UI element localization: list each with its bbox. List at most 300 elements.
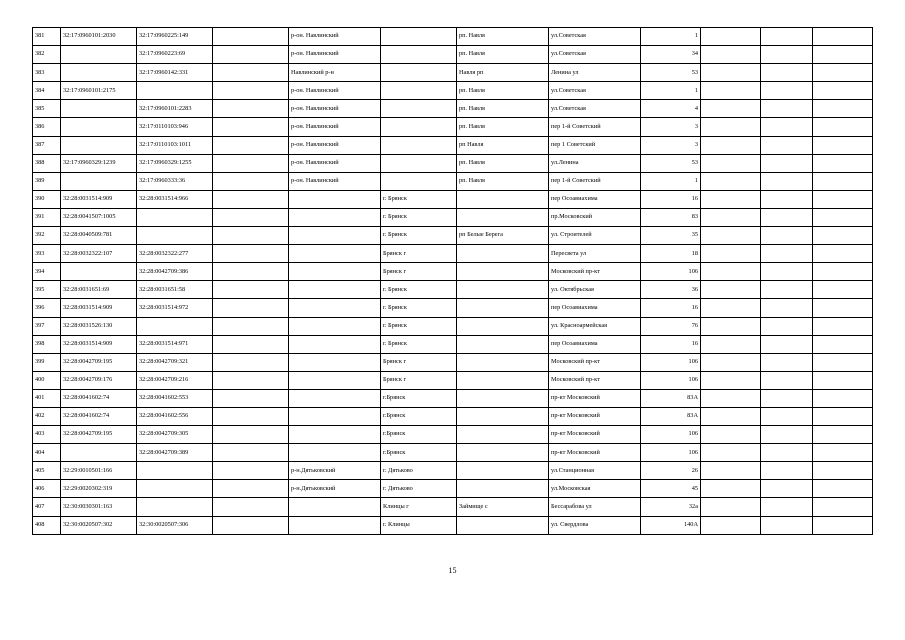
extra-cell-cell: [701, 371, 761, 389]
table-row: [33, 100, 873, 118]
row-number-cell: 393: [33, 245, 61, 263]
extra-cell-cell: [813, 208, 873, 226]
cadastral-number-cell: 32:17:0960101:2030: [61, 28, 137, 46]
city-cell: г. Брянск: [381, 281, 457, 299]
settlement-cell: [457, 208, 549, 226]
cadastral-number-2-cell: 32:28:0031514:972: [137, 299, 213, 317]
extra-cell-cell: [701, 245, 761, 263]
extra-cell-cell: [813, 227, 873, 245]
settlement-cell: рп Белые Берега: [457, 227, 549, 245]
settlement-cell: [457, 407, 549, 425]
district-cell: [289, 208, 381, 226]
table-row: [33, 208, 873, 226]
cadastral-number-cell: 32:28:0041602:74: [61, 407, 137, 425]
extra-cell-cell: [813, 136, 873, 154]
house-number-cell: 106: [641, 444, 701, 462]
settlement-cell: Займище с: [457, 498, 549, 516]
city-cell: [381, 100, 457, 118]
settlement-cell: рп. Навля: [457, 154, 549, 172]
table-row: [33, 389, 873, 407]
table-row: [33, 371, 873, 389]
street-cell: пр-кт Московский: [549, 389, 641, 407]
street-cell: пер 1-й Советский: [549, 118, 641, 136]
house-number-cell: 106: [641, 353, 701, 371]
street-cell: ул.Советская: [549, 82, 641, 100]
extra-cell-cell: [701, 64, 761, 82]
cadastral-number-2-cell: 32:28:0032322:277: [137, 245, 213, 263]
city-cell: г.Брянск: [381, 444, 457, 462]
street-cell: пер Осоавиахима: [549, 335, 641, 353]
city-cell: [381, 118, 457, 136]
extra-cell-cell: [761, 516, 813, 534]
cadastral-number-2-cell: [137, 498, 213, 516]
cadastral-number-2-cell: 32:28:0042709:305: [137, 426, 213, 444]
settlement-cell: [457, 281, 549, 299]
extra-cell-cell: [813, 299, 873, 317]
extra-cell-cell: [761, 299, 813, 317]
table-row: [33, 317, 873, 335]
extra-cell-cell: [701, 82, 761, 100]
cadastral-number-cell: 32:29:0010501:166: [61, 462, 137, 480]
city-cell: [381, 154, 457, 172]
street-cell: Бессарабова ул: [549, 498, 641, 516]
table-row: [33, 353, 873, 371]
district-cell: [289, 245, 381, 263]
row-number-cell: 399: [33, 353, 61, 371]
city-cell: г.Брянск: [381, 426, 457, 444]
table-row: [33, 82, 873, 100]
extra-cell-cell: [213, 227, 289, 245]
district-cell: [289, 516, 381, 534]
house-number-cell: 1: [641, 82, 701, 100]
extra-cell-cell: [701, 100, 761, 118]
extra-cell-cell: [761, 281, 813, 299]
district-cell: Навлинский р-н: [289, 64, 381, 82]
house-number-cell: 4: [641, 100, 701, 118]
street-cell: пер 1-й Советский: [549, 172, 641, 190]
city-cell: г. Брянск: [381, 317, 457, 335]
extra-cell-cell: [761, 245, 813, 263]
street-cell: ул. Красноармейская: [549, 317, 641, 335]
row-number-cell: 400: [33, 371, 61, 389]
cadastral-number-2-cell: 32:28:0041602:553: [137, 389, 213, 407]
table-row: [33, 46, 873, 64]
extra-cell-cell: [701, 28, 761, 46]
extra-cell-cell: [813, 190, 873, 208]
cadastral-number-2-cell: [137, 227, 213, 245]
settlement-cell: рп. Навля: [457, 28, 549, 46]
table-row: [33, 480, 873, 498]
extra-cell-cell: [761, 335, 813, 353]
row-number-cell: 387: [33, 136, 61, 154]
city-cell: г.Брянск: [381, 407, 457, 425]
row-number-cell: 390: [33, 190, 61, 208]
settlement-cell: рп. Навля: [457, 46, 549, 64]
extra-cell-cell: [701, 263, 761, 281]
extra-cell-cell: [813, 28, 873, 46]
street-cell: Московский пр-кт: [549, 263, 641, 281]
street-cell: Ленина ул: [549, 64, 641, 82]
street-cell: ул. Свердлова: [549, 516, 641, 534]
city-cell: Брянск г: [381, 353, 457, 371]
extra-cell-cell: [701, 227, 761, 245]
extra-cell-cell: [813, 100, 873, 118]
street-cell: Московский пр-кт: [549, 353, 641, 371]
district-cell: р-он. Навлинский: [289, 100, 381, 118]
extra-cell-cell: [813, 64, 873, 82]
settlement-cell: [457, 480, 549, 498]
house-number-cell: 36: [641, 281, 701, 299]
cadastral-number-2-cell: 32:17:0960223:69: [137, 46, 213, 64]
table-row: [33, 190, 873, 208]
extra-cell-cell: [761, 136, 813, 154]
extra-cell-cell: [701, 46, 761, 64]
extra-cell-cell: [761, 444, 813, 462]
street-cell: ул. Строителей: [549, 227, 641, 245]
settlement-cell: [457, 462, 549, 480]
cadastral-number-cell: [61, 136, 137, 154]
cadastral-number-cell: 32:28:0041602:74: [61, 389, 137, 407]
cadastral-number-cell: 32:17:0960329:1239: [61, 154, 137, 172]
extra-cell-cell: [701, 136, 761, 154]
settlement-cell: [457, 317, 549, 335]
settlement-cell: [457, 190, 549, 208]
extra-cell-cell: [761, 172, 813, 190]
district-cell: [289, 190, 381, 208]
table-row: [33, 118, 873, 136]
extra-cell-cell: [761, 28, 813, 46]
house-number-cell: 83А: [641, 407, 701, 425]
extra-cell-cell: [213, 154, 289, 172]
extra-cell-cell: [761, 82, 813, 100]
extra-cell-cell: [701, 172, 761, 190]
city-cell: [381, 28, 457, 46]
table-row: [33, 299, 873, 317]
extra-cell-cell: [701, 299, 761, 317]
cadastral-number-2-cell: 32:17:0960101:2283: [137, 100, 213, 118]
table-row: [33, 263, 873, 281]
extra-cell-cell: [701, 190, 761, 208]
cadastral-number-2-cell: 32:17:0960142:331: [137, 64, 213, 82]
table-row: [33, 154, 873, 172]
extra-cell-cell: [213, 172, 289, 190]
cadastral-number-cell: 32:28:0031651:69: [61, 281, 137, 299]
street-cell: пер 1 Советский: [549, 136, 641, 154]
settlement-cell: рп. Навля: [457, 118, 549, 136]
extra-cell-cell: [813, 82, 873, 100]
street-cell: Пересвета ул: [549, 245, 641, 263]
extra-cell-cell: [213, 516, 289, 534]
house-number-cell: 45: [641, 480, 701, 498]
extra-cell-cell: [213, 263, 289, 281]
row-number-cell: 389: [33, 172, 61, 190]
settlement-cell: рп. Навля: [457, 172, 549, 190]
cadastral-number-cell: 32:29:0020302:319: [61, 480, 137, 498]
extra-cell-cell: [213, 245, 289, 263]
extra-cell-cell: [213, 498, 289, 516]
city-cell: г. Клинцы: [381, 516, 457, 534]
cadastral-number-2-cell: 32:17:0960333:36: [137, 172, 213, 190]
street-cell: ул.Московская: [549, 480, 641, 498]
city-cell: Брянск г: [381, 371, 457, 389]
city-cell: г. Брянск: [381, 190, 457, 208]
cadastral-number-2-cell: 32:17:0110103:946: [137, 118, 213, 136]
street-cell: пер Осоавиахима: [549, 190, 641, 208]
table-row: [33, 407, 873, 425]
extra-cell-cell: [213, 407, 289, 425]
city-cell: [381, 136, 457, 154]
extra-cell-cell: [761, 118, 813, 136]
extra-cell-cell: [761, 208, 813, 226]
cadastral-number-2-cell: 32:17:0960225:149: [137, 28, 213, 46]
extra-cell-cell: [701, 154, 761, 172]
settlement-cell: рп Навля: [457, 136, 549, 154]
cadastral-number-cell: [61, 64, 137, 82]
district-cell: [289, 426, 381, 444]
extra-cell-cell: [761, 389, 813, 407]
extra-cell-cell: [213, 281, 289, 299]
extra-cell-cell: [813, 407, 873, 425]
row-number-cell: 382: [33, 46, 61, 64]
extra-cell-cell: [761, 462, 813, 480]
table-body: [33, 28, 873, 535]
cadastral-number-cell: 32:28:0040509:781: [61, 227, 137, 245]
city-cell: г. Дятьково: [381, 462, 457, 480]
table-row: [33, 462, 873, 480]
settlement-cell: [457, 371, 549, 389]
cadastral-number-cell: [61, 172, 137, 190]
extra-cell-cell: [701, 426, 761, 444]
district-cell: р-н.Дятьковский: [289, 462, 381, 480]
row-number-cell: 394: [33, 263, 61, 281]
extra-cell-cell: [701, 444, 761, 462]
district-cell: р-он. Навлинский: [289, 28, 381, 46]
registry-table: [32, 27, 873, 535]
table-row: [33, 64, 873, 82]
city-cell: г. Брянск: [381, 335, 457, 353]
extra-cell-cell: [701, 480, 761, 498]
extra-cell-cell: [761, 227, 813, 245]
cadastral-number-cell: 32:28:0031514:909: [61, 335, 137, 353]
extra-cell-cell: [701, 208, 761, 226]
cadastral-number-cell: [61, 118, 137, 136]
table-row: [33, 335, 873, 353]
settlement-cell: [457, 299, 549, 317]
house-number-cell: 1: [641, 172, 701, 190]
district-cell: [289, 407, 381, 425]
district-cell: р-он. Навлинский: [289, 154, 381, 172]
settlement-cell: рп. Навля: [457, 82, 549, 100]
house-number-cell: 106: [641, 426, 701, 444]
house-number-cell: 26: [641, 462, 701, 480]
cadastral-number-2-cell: 32:28:0042709:216: [137, 371, 213, 389]
extra-cell-cell: [701, 498, 761, 516]
row-number-cell: 403: [33, 426, 61, 444]
extra-cell-cell: [213, 100, 289, 118]
table-row: [33, 498, 873, 516]
row-number-cell: 395: [33, 281, 61, 299]
table-row: [33, 245, 873, 263]
street-cell: пр-кт Московский: [549, 444, 641, 462]
row-number-cell: 406: [33, 480, 61, 498]
house-number-cell: 32а: [641, 498, 701, 516]
settlement-cell: рп. Навля: [457, 100, 549, 118]
extra-cell-cell: [761, 407, 813, 425]
extra-cell-cell: [761, 190, 813, 208]
street-cell: ул.Советская: [549, 100, 641, 118]
row-number-cell: 388: [33, 154, 61, 172]
extra-cell-cell: [701, 407, 761, 425]
extra-cell-cell: [813, 317, 873, 335]
cadastral-number-2-cell: 32:28:0031651:58: [137, 281, 213, 299]
district-cell: [289, 389, 381, 407]
extra-cell-cell: [813, 46, 873, 64]
cadastral-number-2-cell: [137, 82, 213, 100]
district-cell: р-он. Навлинский: [289, 172, 381, 190]
settlement-cell: [457, 389, 549, 407]
house-number-cell: 53: [641, 64, 701, 82]
extra-cell-cell: [701, 516, 761, 534]
extra-cell-cell: [213, 426, 289, 444]
district-cell: [289, 299, 381, 317]
house-number-cell: 16: [641, 335, 701, 353]
extra-cell-cell: [813, 353, 873, 371]
district-cell: р-он. Навлинский: [289, 46, 381, 64]
district-cell: [289, 317, 381, 335]
extra-cell-cell: [213, 136, 289, 154]
row-number-cell: 408: [33, 516, 61, 534]
city-cell: г. Дятьково: [381, 480, 457, 498]
extra-cell-cell: [761, 353, 813, 371]
house-number-cell: 140А: [641, 516, 701, 534]
extra-cell-cell: [213, 462, 289, 480]
street-cell: пр.Московский: [549, 208, 641, 226]
house-number-cell: 16: [641, 190, 701, 208]
cadastral-number-cell: 32:30:0030301:163: [61, 498, 137, 516]
cadastral-number-2-cell: 32:30:0020507:306: [137, 516, 213, 534]
cadastral-number-cell: [61, 444, 137, 462]
settlement-cell: [457, 444, 549, 462]
city-cell: г. Брянск: [381, 227, 457, 245]
row-number-cell: 396: [33, 299, 61, 317]
settlement-cell: Навля рп: [457, 64, 549, 82]
table-row: [33, 172, 873, 190]
extra-cell-cell: [813, 516, 873, 534]
table-row: [33, 136, 873, 154]
street-cell: ул.Ленина: [549, 154, 641, 172]
extra-cell-cell: [213, 317, 289, 335]
district-cell: [289, 353, 381, 371]
house-number-cell: 106: [641, 371, 701, 389]
table-row: [33, 426, 873, 444]
extra-cell-cell: [761, 371, 813, 389]
house-number-cell: 53: [641, 154, 701, 172]
street-cell: ул.Советская: [549, 46, 641, 64]
cadastral-number-cell: 32:28:0031526:130: [61, 317, 137, 335]
extra-cell-cell: [761, 498, 813, 516]
house-number-cell: 106: [641, 263, 701, 281]
cadastral-number-cell: 32:28:0042709:195: [61, 353, 137, 371]
extra-cell-cell: [813, 263, 873, 281]
settlement-cell: [457, 426, 549, 444]
district-cell: [289, 498, 381, 516]
district-cell: [289, 227, 381, 245]
city-cell: г. Брянск: [381, 299, 457, 317]
cadastral-number-2-cell: 32:17:0110103:1011: [137, 136, 213, 154]
settlement-cell: [457, 263, 549, 281]
extra-cell-cell: [761, 100, 813, 118]
extra-cell-cell: [213, 389, 289, 407]
settlement-cell: [457, 353, 549, 371]
extra-cell-cell: [701, 462, 761, 480]
row-number-cell: 386: [33, 118, 61, 136]
extra-cell-cell: [213, 353, 289, 371]
row-number-cell: 401: [33, 389, 61, 407]
extra-cell-cell: [813, 172, 873, 190]
cadastral-number-cell: 32:17:0960101:2175: [61, 82, 137, 100]
table-row: [33, 281, 873, 299]
table-row: [33, 444, 873, 462]
extra-cell-cell: [701, 281, 761, 299]
table-row: [33, 28, 873, 46]
extra-cell-cell: [213, 190, 289, 208]
cadastral-number-2-cell: 32:28:0042709:389: [137, 444, 213, 462]
cadastral-number-2-cell: [137, 317, 213, 335]
district-cell: р-н.Дятьковский: [289, 480, 381, 498]
extra-cell-cell: [213, 28, 289, 46]
district-cell: [289, 335, 381, 353]
extra-cell-cell: [813, 371, 873, 389]
extra-cell-cell: [213, 82, 289, 100]
extra-cell-cell: [813, 281, 873, 299]
house-number-cell: 3: [641, 136, 701, 154]
extra-cell-cell: [213, 208, 289, 226]
street-cell: ул.Станционная: [549, 462, 641, 480]
cadastral-number-cell: 32:28:0042709:195: [61, 426, 137, 444]
extra-cell-cell: [761, 46, 813, 64]
extra-cell-cell: [213, 46, 289, 64]
cadastral-number-cell: 32:30:0020507:302: [61, 516, 137, 534]
house-number-cell: 34: [641, 46, 701, 64]
city-cell: Брянск г: [381, 245, 457, 263]
extra-cell-cell: [213, 444, 289, 462]
row-number-cell: 392: [33, 227, 61, 245]
cadastral-number-cell: 32:28:0031514:909: [61, 190, 137, 208]
extra-cell-cell: [813, 426, 873, 444]
extra-cell-cell: [761, 154, 813, 172]
district-cell: [289, 263, 381, 281]
extra-cell-cell: [813, 245, 873, 263]
extra-cell-cell: [813, 335, 873, 353]
table-row: [33, 227, 873, 245]
extra-cell-cell: [701, 389, 761, 407]
street-cell: пр-кт Московский: [549, 407, 641, 425]
street-cell: Московский пр-кт: [549, 371, 641, 389]
extra-cell-cell: [813, 118, 873, 136]
extra-cell-cell: [761, 64, 813, 82]
cadastral-number-2-cell: 32:28:0042709:321: [137, 353, 213, 371]
cadastral-number-2-cell: 32:28:0031514:966: [137, 190, 213, 208]
extra-cell-cell: [701, 335, 761, 353]
city-cell: [381, 64, 457, 82]
table-row: [33, 516, 873, 534]
settlement-cell: [457, 335, 549, 353]
row-number-cell: 383: [33, 64, 61, 82]
city-cell: г. Брянск: [381, 208, 457, 226]
street-cell: пер Осоавиахима: [549, 299, 641, 317]
extra-cell-cell: [813, 498, 873, 516]
cadastral-number-cell: 32:28:0041507:1005: [61, 208, 137, 226]
